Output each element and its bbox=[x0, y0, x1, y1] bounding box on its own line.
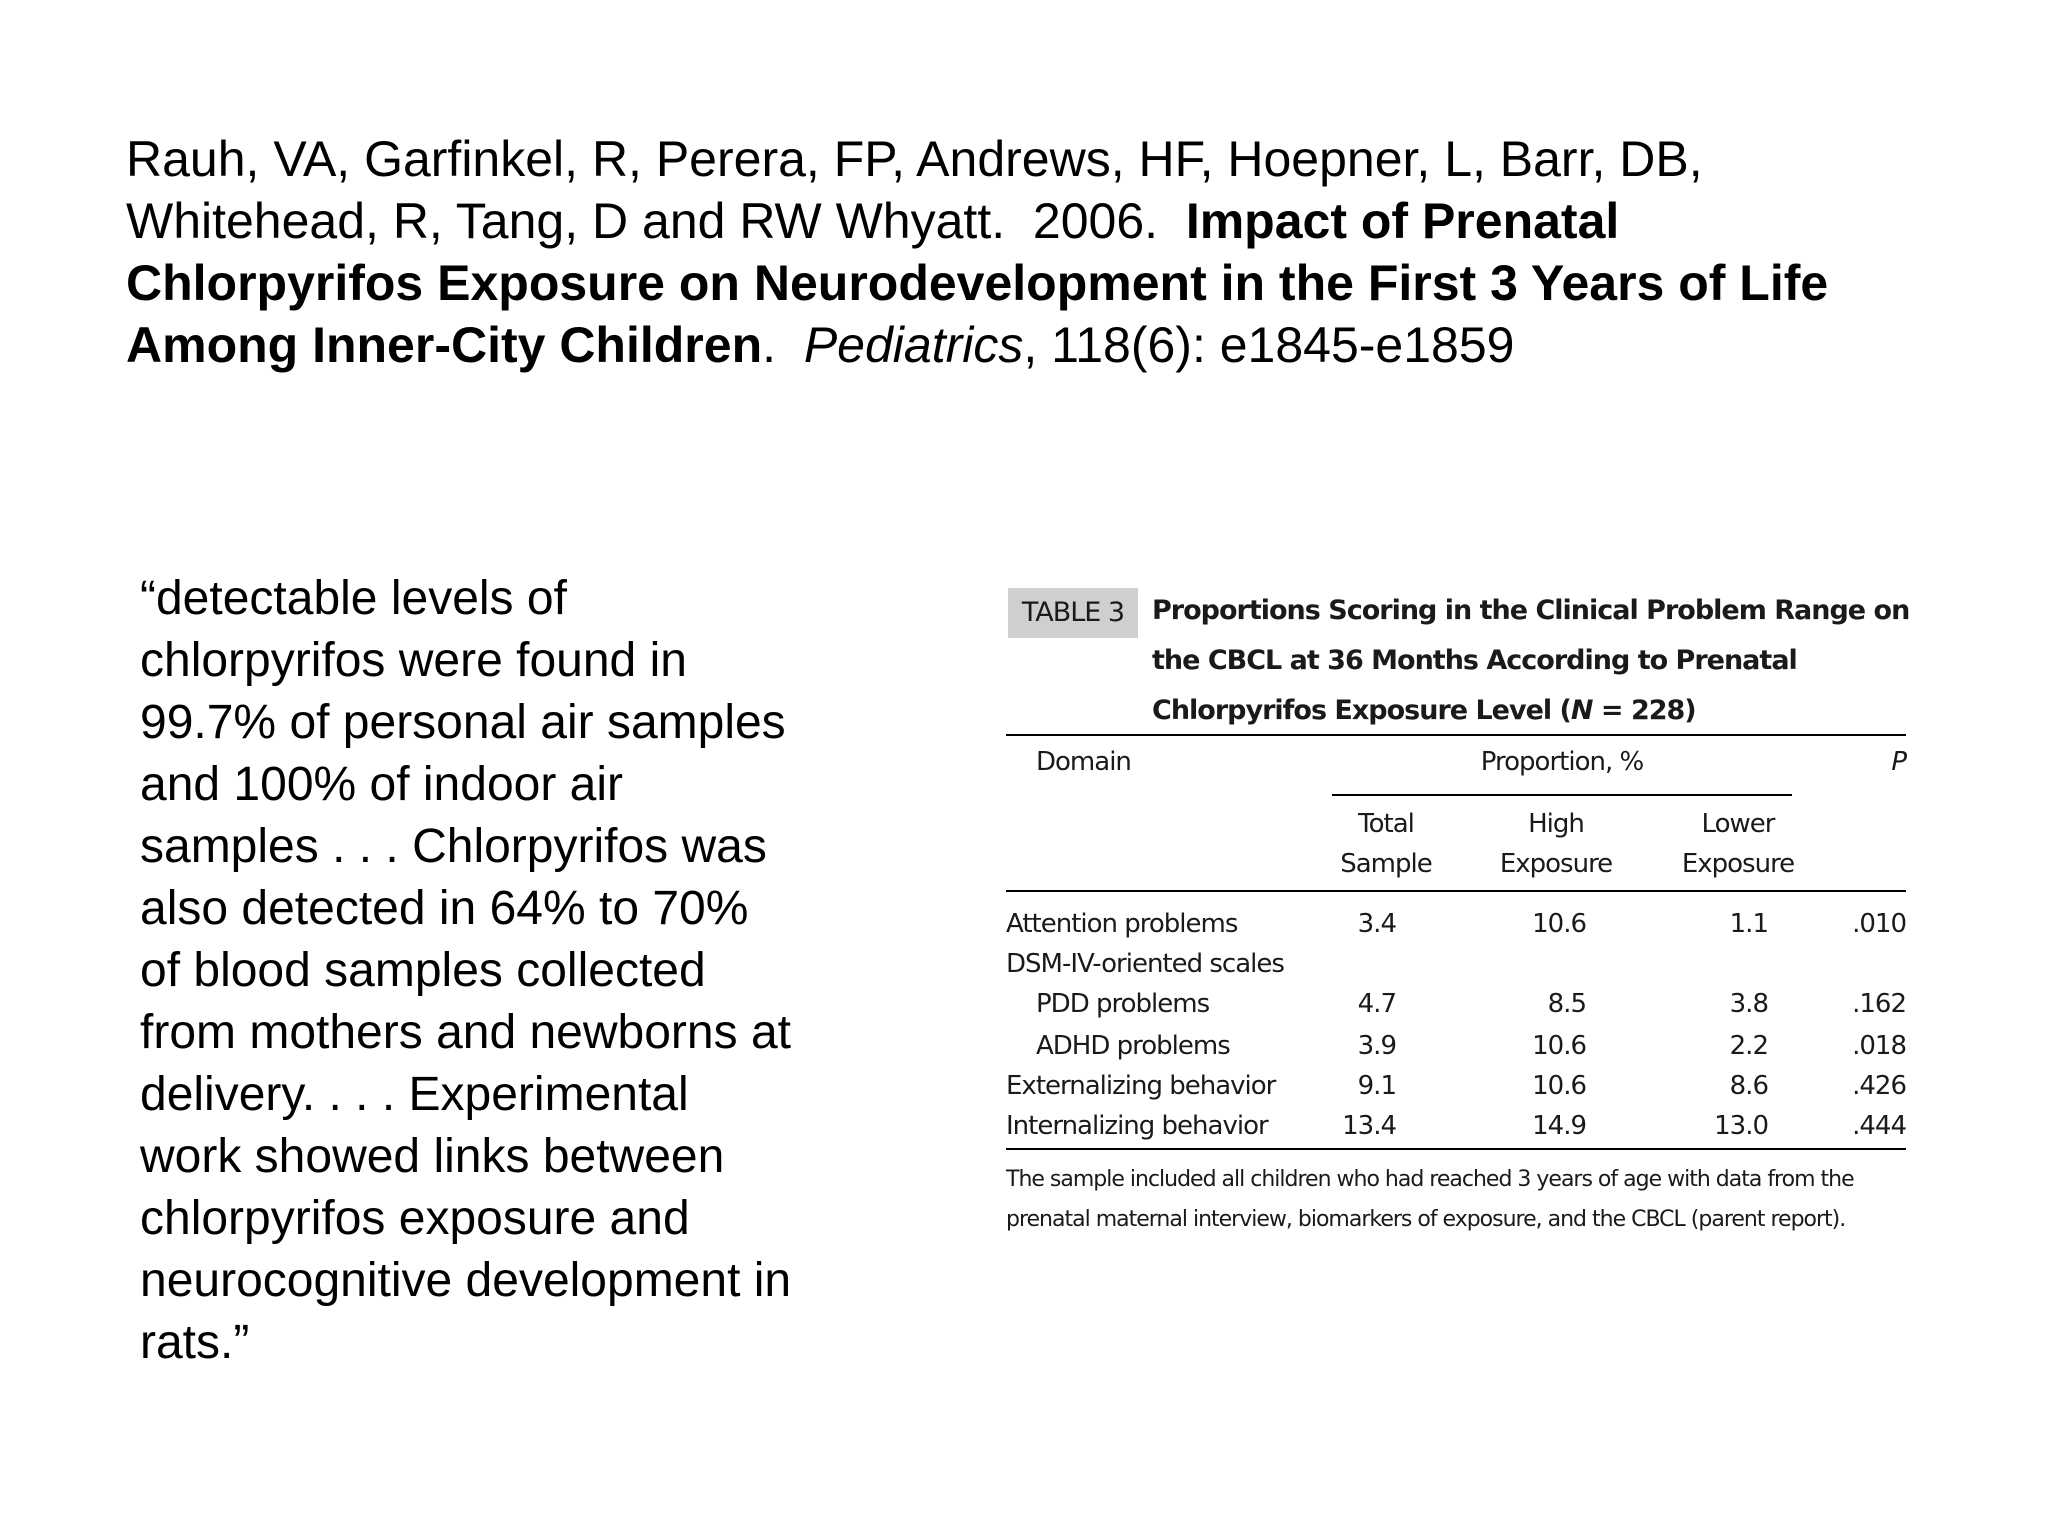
cell-high: 10.6 bbox=[1532, 1031, 1586, 1061]
quote-line: work showed links between bbox=[140, 1130, 725, 1183]
table-row bbox=[1006, 1026, 1906, 1066]
quote-line: rats.” bbox=[140, 1316, 250, 1369]
citation-year: 2006. bbox=[1032, 193, 1159, 249]
cell-p: .162 bbox=[1852, 989, 1906, 1019]
row-label: PDD problems bbox=[1036, 989, 1210, 1019]
table-title-n: N bbox=[1570, 695, 1593, 726]
quote-block bbox=[140, 568, 880, 1374]
proportion-span-rule bbox=[1332, 794, 1792, 796]
table-bottom-rule bbox=[1006, 1148, 1906, 1150]
table-row bbox=[1006, 944, 1906, 984]
cell-total: 3.4 bbox=[1357, 909, 1396, 939]
table-row bbox=[1006, 984, 1906, 1024]
header-proportion: Proportion, % bbox=[1480, 747, 1644, 777]
row-label: DSM-IV-oriented scales bbox=[1006, 949, 1284, 979]
header-domain: Domain bbox=[1036, 747, 1131, 777]
quote-line: chlorpyrifos exposure and bbox=[140, 1192, 690, 1245]
citation-title: Impact of Prenatal Chlorpyrifos Exposure on Neurodevelopment in the First 3 Years of Life Among Inner-City Children bbox=[126, 193, 1829, 373]
citation-title-end: . bbox=[762, 317, 777, 373]
quote-line: and 100% of indoor air bbox=[140, 758, 623, 811]
header-total-line2: Sample bbox=[1340, 849, 1432, 879]
cell-lower: 8.6 bbox=[1729, 1071, 1768, 1101]
row-label: Attention problems bbox=[1006, 909, 1238, 939]
quote-line: also detected in 64% to 70% bbox=[140, 882, 749, 935]
header-high-line2: Exposure bbox=[1499, 849, 1613, 879]
cell-total: 13.4 bbox=[1342, 1111, 1396, 1141]
cell-high: 14.9 bbox=[1532, 1111, 1586, 1141]
table-title-text: Proportions Scoring in the Clinical Problem Range on the CBCL at 36 Months According to Prenatal Chlorpyrifos Exposure Level ( bbox=[1152, 595, 1910, 726]
table-title-n-value: = 228) bbox=[1592, 695, 1696, 726]
row-label: Internalizing behavior bbox=[1006, 1111, 1268, 1141]
cell-lower: 1.1 bbox=[1729, 909, 1768, 939]
cell-p: .010 bbox=[1852, 909, 1906, 939]
quote-line: samples . . . Chlorpyrifos was bbox=[140, 820, 767, 873]
cell-high: 10.6 bbox=[1532, 1071, 1586, 1101]
citation-authors: Rauh, VA, Garfinkel, R, Perera, FP, Andrews, HF, Hoepner, L, Barr, DB, Whitehead, R, Tang, D and RW Whyatt. bbox=[126, 131, 1703, 249]
quote-line: neurocognitive development in bbox=[140, 1254, 792, 1307]
cell-total: 9.1 bbox=[1357, 1071, 1396, 1101]
table-footnote: The sample included all children who had reached 3 years of age with data from the prenatal maternal interview, biomarkers of exposure, and the CBCL (parent report). bbox=[1006, 1167, 1854, 1232]
table-row bbox=[1006, 904, 1906, 944]
header-lower-exposure bbox=[1658, 804, 1818, 884]
cell-p: .018 bbox=[1852, 1031, 1906, 1061]
quote-line: chlorpyrifos were found in bbox=[140, 634, 687, 687]
cell-p: .426 bbox=[1852, 1071, 1906, 1101]
cell-total: 3.9 bbox=[1357, 1031, 1396, 1061]
table-tag: TABLE 3 bbox=[1008, 588, 1138, 638]
citation-journal: Pediatrics bbox=[803, 317, 1024, 373]
header-lower-line1: Lower bbox=[1701, 809, 1775, 839]
quote-line: 99.7% of personal air samples bbox=[140, 696, 786, 749]
table-title bbox=[1152, 586, 1912, 736]
quote-line: from mothers and newborns at bbox=[140, 1006, 791, 1059]
cell-total: 4.7 bbox=[1357, 989, 1396, 1019]
header-high-line1: High bbox=[1528, 809, 1584, 839]
header-total-line1: Total bbox=[1358, 809, 1414, 839]
citation bbox=[126, 128, 1926, 376]
quote-line: “detectable levels of bbox=[140, 572, 567, 625]
cell-lower: 2.2 bbox=[1729, 1031, 1768, 1061]
cell-high: 8.5 bbox=[1547, 989, 1586, 1019]
table-caption bbox=[1006, 582, 1908, 730]
header-high-exposure bbox=[1476, 804, 1636, 884]
data-table-figure bbox=[1006, 582, 1910, 1232]
header-lower-line2: Exposure bbox=[1681, 849, 1795, 879]
citation-volume-pages: , 118(6): e1845-e1859 bbox=[1023, 317, 1515, 373]
quote-line: of blood samples collected bbox=[140, 944, 706, 997]
header-total-sample bbox=[1306, 804, 1466, 884]
table-row bbox=[1006, 1106, 1906, 1146]
cell-high: 10.6 bbox=[1532, 909, 1586, 939]
table-row bbox=[1006, 1066, 1906, 1106]
table-top-rule bbox=[1006, 734, 1906, 736]
row-label: Externalizing behavior bbox=[1006, 1071, 1276, 1101]
table-header-rule bbox=[1006, 890, 1906, 892]
quote-line: delivery. . . . Experimental bbox=[140, 1068, 689, 1121]
cell-lower: 3.8 bbox=[1729, 989, 1768, 1019]
row-label: ADHD problems bbox=[1036, 1031, 1230, 1061]
header-p: P bbox=[1891, 747, 1906, 777]
cell-p: .444 bbox=[1852, 1111, 1906, 1141]
cell-lower: 13.0 bbox=[1714, 1111, 1768, 1141]
